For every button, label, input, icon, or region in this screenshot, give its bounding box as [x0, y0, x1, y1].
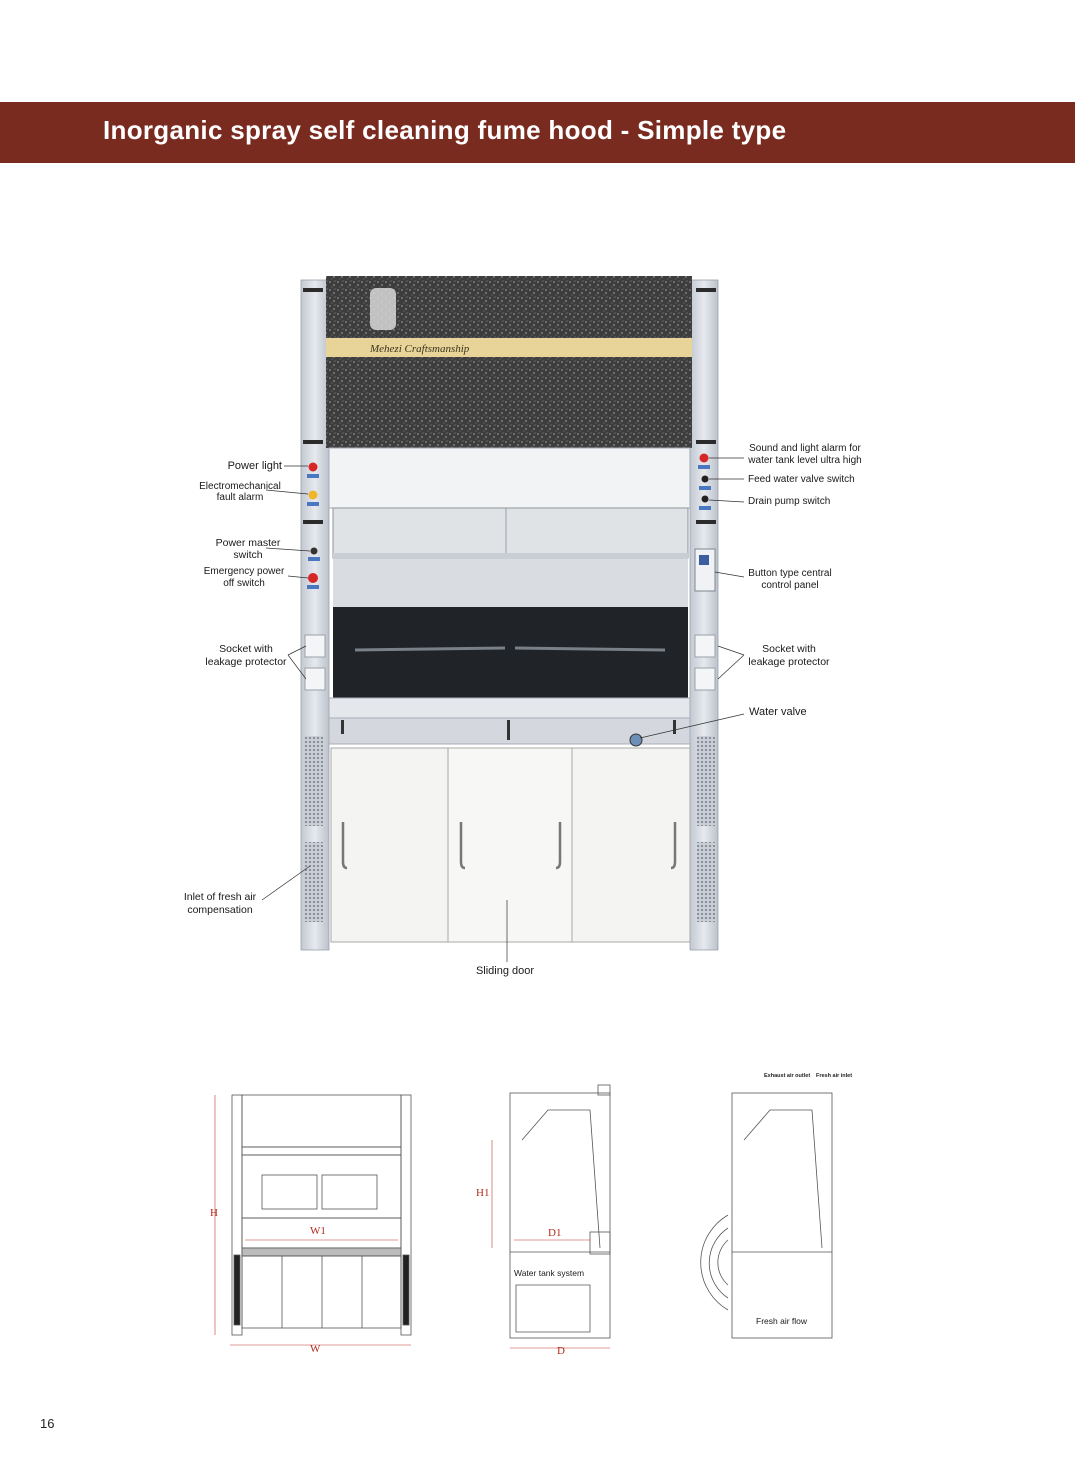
- fresh-air-flow-label: Fresh air flow: [756, 1316, 808, 1326]
- dimension-w: W: [310, 1343, 321, 1355]
- power-light-label: Power light: [227, 460, 282, 472]
- page-title: Inorganic spray self cleaning fume hood - Simple type: [103, 115, 787, 145]
- fresh-air-inlet-small-label: Fresh air inlet: [816, 1073, 853, 1079]
- power-master-label-1: Power master: [215, 537, 281, 549]
- control-panel-label-2: control panel: [761, 580, 819, 591]
- tank-alarm-label-1: Sound and light alarm for: [749, 443, 861, 454]
- emergency-off-label-1: Emergency power: [203, 566, 285, 577]
- side-view-drawing: [510, 1085, 610, 1338]
- dimension-d1: D1: [548, 1227, 562, 1239]
- tank-alarm-label-2: water tank level ultra high: [748, 455, 862, 466]
- emergency-off-label-2: off switch: [223, 578, 265, 589]
- page-number: 16: [40, 1416, 55, 1431]
- fault-alarm-label-2: fault alarm: [216, 492, 264, 503]
- socket-left-label-1: Socket with: [219, 643, 273, 655]
- dimension-w1: W1: [310, 1225, 326, 1237]
- water-tank-system-label: Water tank system: [514, 1268, 585, 1278]
- front-view-drawing: [232, 1095, 411, 1335]
- socket-left-label-2: leakage protector: [205, 656, 287, 668]
- water-valve-label: Water valve: [749, 706, 807, 718]
- dimension-d: D: [557, 1345, 565, 1357]
- fresh-air-inlet-label-2: compensation: [187, 904, 253, 916]
- fresh-air-inlet-label-1: Inlet of fresh air: [183, 891, 257, 903]
- exhaust-air-outlet-label: Exhaust air outlet: [764, 1073, 811, 1079]
- dimension-h1: H1: [476, 1187, 490, 1199]
- feed-valve-switch-label: Feed water valve switch: [748, 474, 855, 485]
- control-panel-label-1: Button type central: [748, 568, 832, 579]
- dimension-h: H: [210, 1207, 218, 1219]
- socket-right-label-2: leakage protector: [748, 656, 830, 668]
- drain-pump-switch-label: Drain pump switch: [748, 496, 831, 507]
- fault-alarm-label-1: Electromechanical: [199, 481, 281, 492]
- airflow-drawing: [701, 1093, 832, 1338]
- socket-right-label-1: Socket with: [762, 643, 816, 655]
- brand-plaque: Mehezi Craftsmanship: [370, 343, 470, 355]
- sliding-door-label: Sliding door: [475, 965, 535, 977]
- power-master-label-2: switch: [233, 549, 263, 561]
